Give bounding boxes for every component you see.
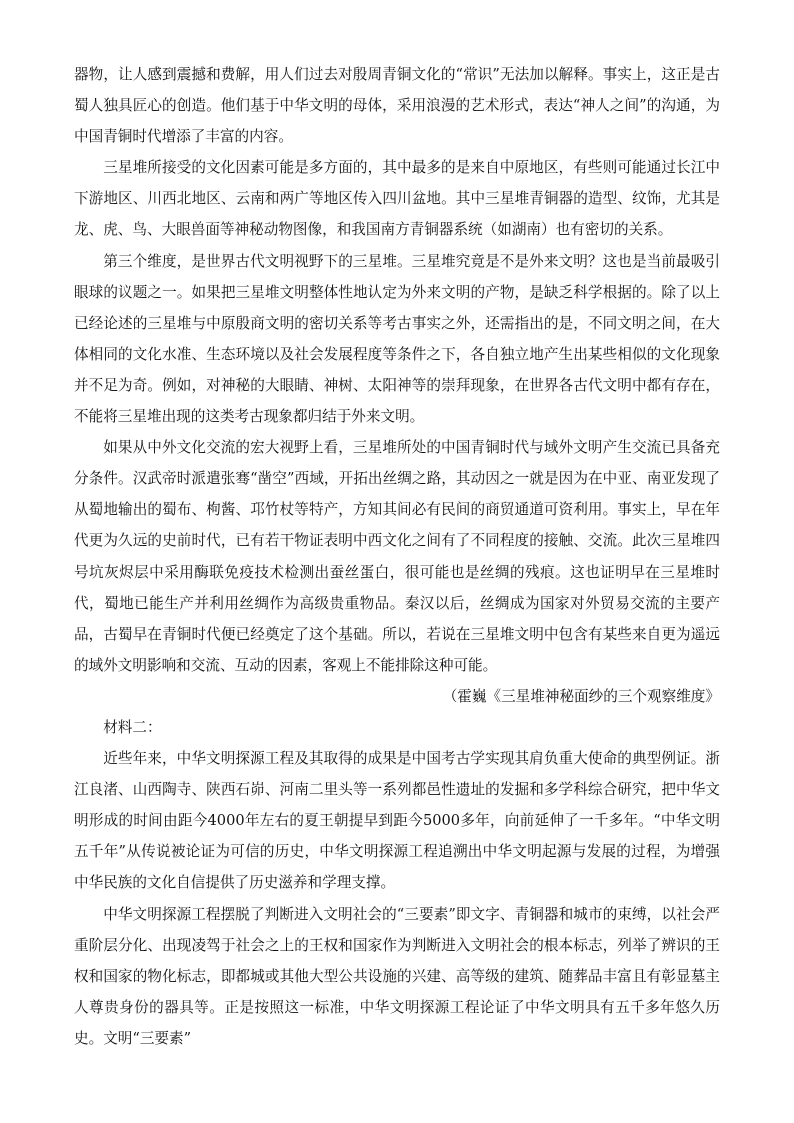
paragraph-cultural-exchange: 如果从中外文化交流的宏大视野上看，三星堆所处的中国青铜时代与域外文明产生交流已具备充分条件。汉武帝时派遣张骞“凿空”西域，开拓出丝绸之路，其动因之一就是因为在中亚、南亚发现了从蜀地输出的蜀布、枸酱、邛竹杖等特产，方知其间必有民间的商贸通道可资利用。事实上，早在年代更为久远的史前时代，已有若干物证表明中西文化之间有了不同程度的接触、交流。此次三星堆四号坑灰烬层中采用酶联免疫技术检测出蚕丝蛋白，很可能也是丝绸的残痕。这也证明早在三星堆时代，蜀地已能生产并利用丝绸作为高级贵重物品。秦汉以后，丝绸成为国家对外贸易交流的主要产品，古蜀早在青铜时代便已经奠定了这个基础。所以，若说在三星堆文明中包含有某些来自更为遥远的域外文明影响和交流、互动的因素，客观上不能排除这种可能。 <box>74 439 720 674</box>
paragraph-continuation: 器物，让人感到震撼和费解，用人们过去对殷周青铜文化的“常识”无法加以解释。事实上，这正是古蜀人独具匠心的创造。他们基于中华文明的母体，采用浪漫的艺术形式，表达“神人之间”的沟通，为中国青铜时代增添了丰富的内容。 <box>74 66 720 146</box>
source-citation: （霍巍《三星堆神秘面纱的三个观察维度》 <box>442 687 720 705</box>
paragraph-origin-project: 近些年来，中华文明探源工程及其取得的成果是中国考古学实现其肩负重大使命的典型例证。浙江良渚、山西陶寺、陕西石峁、河南二里头等一系列都邑性遗址的发掘和多学科综合研究，把中华文明形成的时间由距今4000年左右的夏王朝提早到距今5000多年，向前延伸了一千多年。“中华文明五千年”从传说被论证为可信的历史，中华文明探源工程追溯出中华文明起源与发展的过程，为增强中华民族的文化自信提供了历史滋养和学理支撑。 <box>74 750 720 892</box>
material-two-heading: 材料二： <box>103 718 162 736</box>
paragraph-third-dimension: 第三个维度，是世界古代文明视野下的三星堆。三星堆究竟是不是外来文明？这也是当前最吸引眼球的议题之一。如果把三星堆文明整体性地认定为外来文明的产物，是缺乏科学根据的。除了以上已经论述的三星堆与中原殷商文明的密切关系等考古事实之外，还需指出的是，不同文明之间，在大体相同的文化水准、生态环境以及社会发展程度等条件之下，各自独立地产生出某些相似的文化现象并不足为奇。例如，对神秘的大眼睛、神树、太阳神等的崇拜现象，在世界各古代文明中都有存在，不能将三星堆出现的这类考古现象都归结于外来文明。 <box>74 252 720 426</box>
paragraph-three-elements: 中华文明探源工程摆脱了判断进入文明社会的“三要素”即文字、青铜器和城市的束缚，以社会严重阶层分化、出现凌驾于社会之上的王权和国家作为判断进入文明社会的根本标志，列举了辨识的王权和国家的物化标志，即都城或其他大型公共设施的兴建、高等级的建筑、随葬品丰富且有彰显墓主人尊贵身份的器具等。正是按照这一标准，中华文明探源工程论证了中华文明具有五千多年悠久历史。文明“三要素” <box>74 905 720 1047</box>
paragraph-cultural-factors: 三星堆所接受的文化因素可能是多方面的，其中最多的是来自中原地区，有些则可能通过长江中下游地区、川西北地区、云南和两广等地区传入四川盆地。其中三星堆青铜器的造型、纹饰，尤其是龙、虎、鸟、大眼兽面等神秘动物图像，和我国南方青铜器系统（如湖南）也有密切的关系。 <box>74 159 720 239</box>
document-body <box>74 59 720 1054</box>
